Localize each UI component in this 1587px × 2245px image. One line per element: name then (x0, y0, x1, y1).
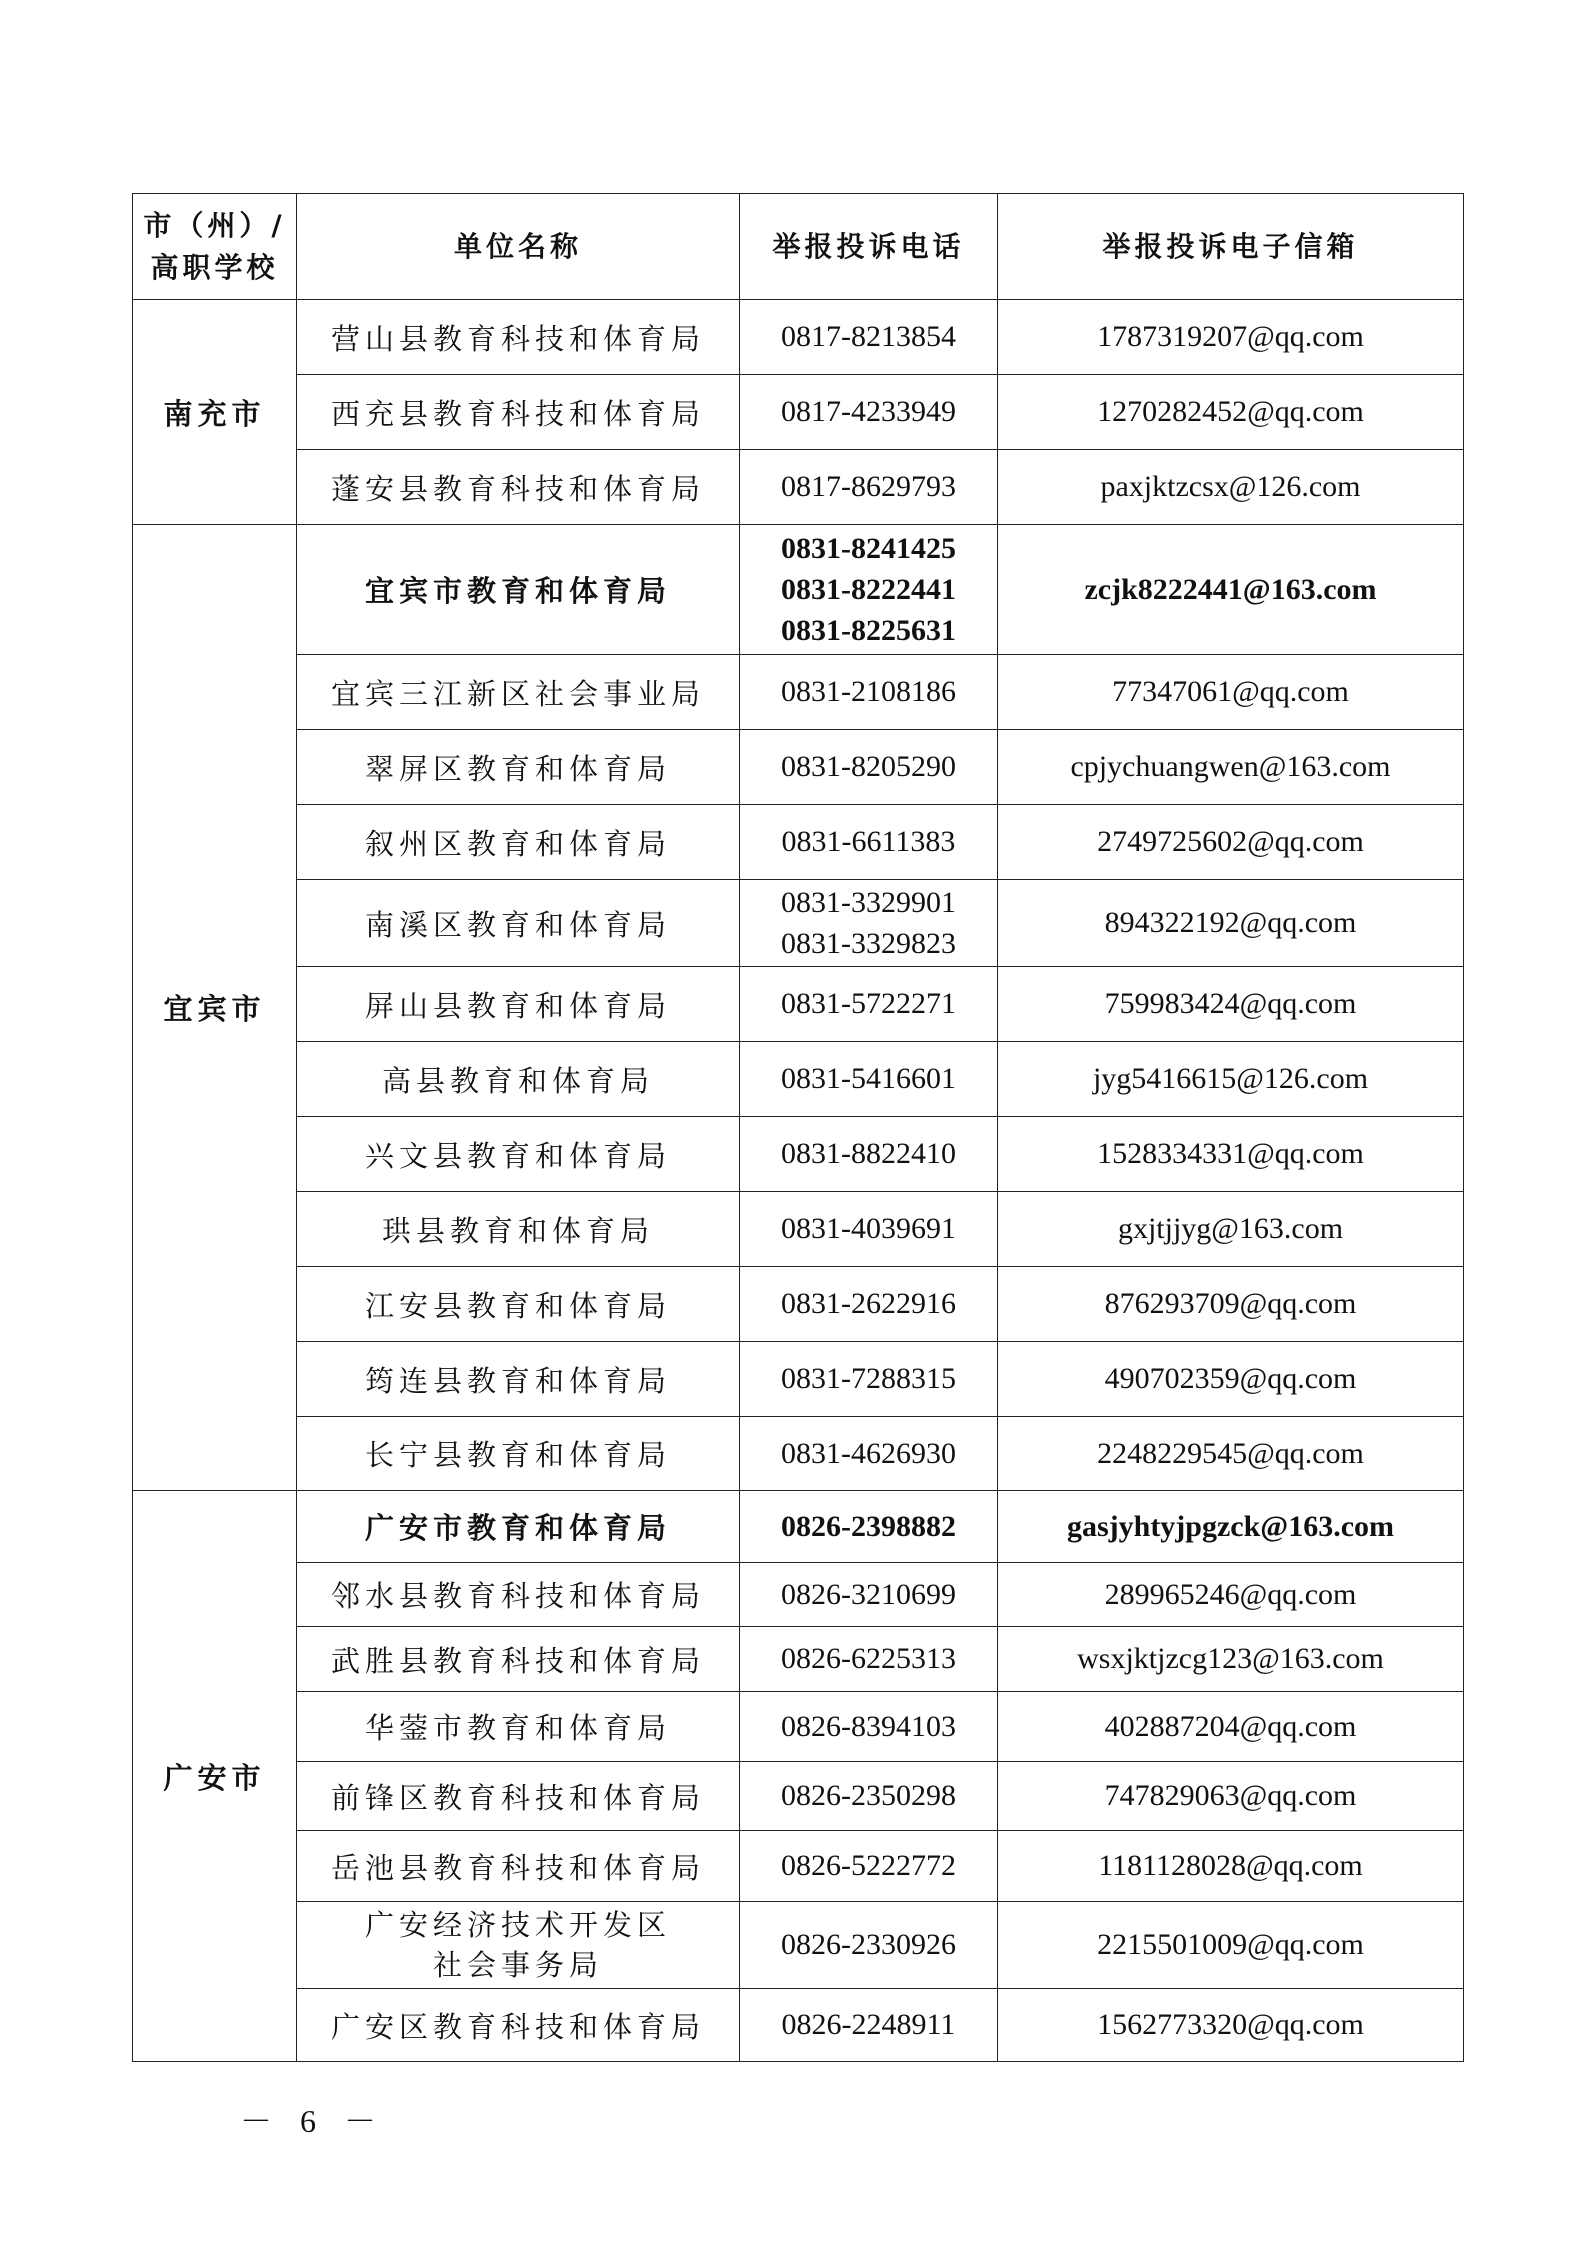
table-row (133, 1192, 1464, 1267)
phone-number: 0831-8205290 (740, 730, 998, 805)
email-address: 1787319207@qq.com (998, 300, 1464, 375)
email-address: zcjk8222441@163.com (998, 525, 1464, 655)
table-row (133, 805, 1464, 880)
table-row (133, 1627, 1464, 1692)
email-address: cpjychuangwen@163.com (998, 730, 1464, 805)
email-address: 1181128028@qq.com (998, 1831, 1464, 1902)
table-row (133, 1762, 1464, 1831)
email-address: 2749725602@qq.com (998, 805, 1464, 880)
unit-name: 广安区教育科技和体育局 (297, 1989, 740, 2062)
phone-number: 0831-7288315 (740, 1342, 998, 1417)
unit-name: 长宁县教育和体育局 (297, 1417, 740, 1491)
email-address: 876293709@qq.com (998, 1267, 1464, 1342)
phone-number: 0817-8213854 (740, 300, 998, 375)
page-number: － 6 － (240, 2103, 387, 2139)
unit-name: 江安县教育和体育局 (297, 1267, 740, 1342)
table-row (133, 1831, 1464, 1902)
table-row (133, 1989, 1464, 2062)
unit-name: 华蓥市教育和体育局 (297, 1692, 740, 1762)
unit-name: 筠连县教育和体育局 (297, 1342, 740, 1417)
phone-number: 0826-6225313 (740, 1627, 998, 1692)
phone-number: 0826-2248911 (740, 1989, 998, 2062)
table-row (133, 1491, 1464, 1563)
phone-number: 0826-2330926 (740, 1902, 998, 1989)
unit-name: 珙县教育和体育局 (297, 1192, 740, 1267)
phone-number: 0831-8822410 (740, 1117, 998, 1192)
phone-number: 0831-2622916 (740, 1267, 998, 1342)
table-row (133, 300, 1464, 375)
city-cell: 广安市 (133, 1491, 297, 2062)
unit-name: 翠屏区教育和体育局 (297, 730, 740, 805)
table-row (133, 1342, 1464, 1417)
table-row (133, 1417, 1464, 1491)
email-address: paxjktzcsx@126.com (998, 450, 1464, 525)
unit-name: 宜宾三江新区社会事业局 (297, 655, 740, 730)
phone-number: 0831-2108186 (740, 655, 998, 730)
email-address: 894322192@qq.com (998, 880, 1464, 967)
email-address: 759983424@qq.com (998, 967, 1464, 1042)
table-row (133, 525, 1464, 655)
table-row (133, 1267, 1464, 1342)
table-row (133, 1692, 1464, 1762)
email-address: 77347061@qq.com (998, 655, 1464, 730)
table-row (133, 1902, 1464, 1989)
table-row (133, 730, 1464, 805)
city-cell: 南充市 (133, 300, 297, 525)
email-address: gasjyhtyjpgzck@163.com (998, 1491, 1464, 1563)
city-cell: 宜宾市 (133, 525, 297, 1491)
email-address: jyg5416615@126.com (998, 1042, 1464, 1117)
unit-name: 屏山县教育和体育局 (297, 967, 740, 1042)
phone-number: 0826-8394103 (740, 1692, 998, 1762)
phone-number: 0831-4626930 (740, 1417, 998, 1491)
phone-number: 0817-4233949 (740, 375, 998, 450)
email-address: 747829063@qq.com (998, 1762, 1464, 1831)
email-address: 1270282452@qq.com (998, 375, 1464, 450)
header-unit: 单位名称 (297, 194, 740, 300)
table-header-row (133, 194, 1464, 300)
unit-name: 广安经济技术开发区 社会事务局 (297, 1902, 740, 1989)
email-address: 490702359@qq.com (998, 1342, 1464, 1417)
unit-name: 蓬安县教育科技和体育局 (297, 450, 740, 525)
unit-name: 宜宾市教育和体育局 (297, 525, 740, 655)
phone-number: 0831-5416601 (740, 1042, 998, 1117)
email-address: 289965246@qq.com (998, 1563, 1464, 1627)
unit-name: 西充县教育科技和体育局 (297, 375, 740, 450)
table-row (133, 655, 1464, 730)
email-address: 402887204@qq.com (998, 1692, 1464, 1762)
email-address: 2215501009@qq.com (998, 1902, 1464, 1989)
unit-name: 营山县教育科技和体育局 (297, 300, 740, 375)
header-email: 举报投诉电子信箱 (998, 194, 1464, 300)
unit-name: 邻水县教育科技和体育局 (297, 1563, 740, 1627)
table-row (133, 1042, 1464, 1117)
unit-name: 广安市教育和体育局 (297, 1491, 740, 1563)
table-row (133, 1117, 1464, 1192)
table-row (133, 450, 1464, 525)
table-row (133, 1563, 1464, 1627)
email-address: gxjtjjyg@163.com (998, 1192, 1464, 1267)
unit-name: 叙州区教育和体育局 (297, 805, 740, 880)
unit-name: 南溪区教育和体育局 (297, 880, 740, 967)
email-address: 1562773320@qq.com (998, 1989, 1464, 2062)
email-address: 2248229545@qq.com (998, 1417, 1464, 1491)
unit-name: 岳池县教育科技和体育局 (297, 1831, 740, 1902)
unit-name: 武胜县教育科技和体育局 (297, 1627, 740, 1692)
phone-number: 0826-2350298 (740, 1762, 998, 1831)
header-phone: 举报投诉电话 (740, 194, 998, 300)
phone-number: 0831-4039691 (740, 1192, 998, 1267)
email-address: 1528334331@qq.com (998, 1117, 1464, 1192)
unit-name: 兴文县教育和体育局 (297, 1117, 740, 1192)
table-row (133, 880, 1464, 967)
phone-number: 0826-5222772 (740, 1831, 998, 1902)
phone-number: 0831-5722271 (740, 967, 998, 1042)
contact-table (132, 193, 1464, 2062)
unit-name: 前锋区教育科技和体育局 (297, 1762, 740, 1831)
table-row (133, 375, 1464, 450)
unit-name: 高县教育和体育局 (297, 1042, 740, 1117)
phone-number: 0817-8629793 (740, 450, 998, 525)
header-city: 市（州）/ 高职学校 (133, 194, 297, 300)
phone-number: 0831-6611383 (740, 805, 998, 880)
phone-number: 0831-3329901 0831-3329823 (740, 880, 998, 967)
phone-number: 0826-2398882 (740, 1491, 998, 1563)
phone-number: 0826-3210699 (740, 1563, 998, 1627)
table-row (133, 967, 1464, 1042)
phone-number: 0831-8241425 0831-8222441 0831-8225631 (740, 525, 998, 655)
email-address: wsxjktjzcg123@163.com (998, 1627, 1464, 1692)
